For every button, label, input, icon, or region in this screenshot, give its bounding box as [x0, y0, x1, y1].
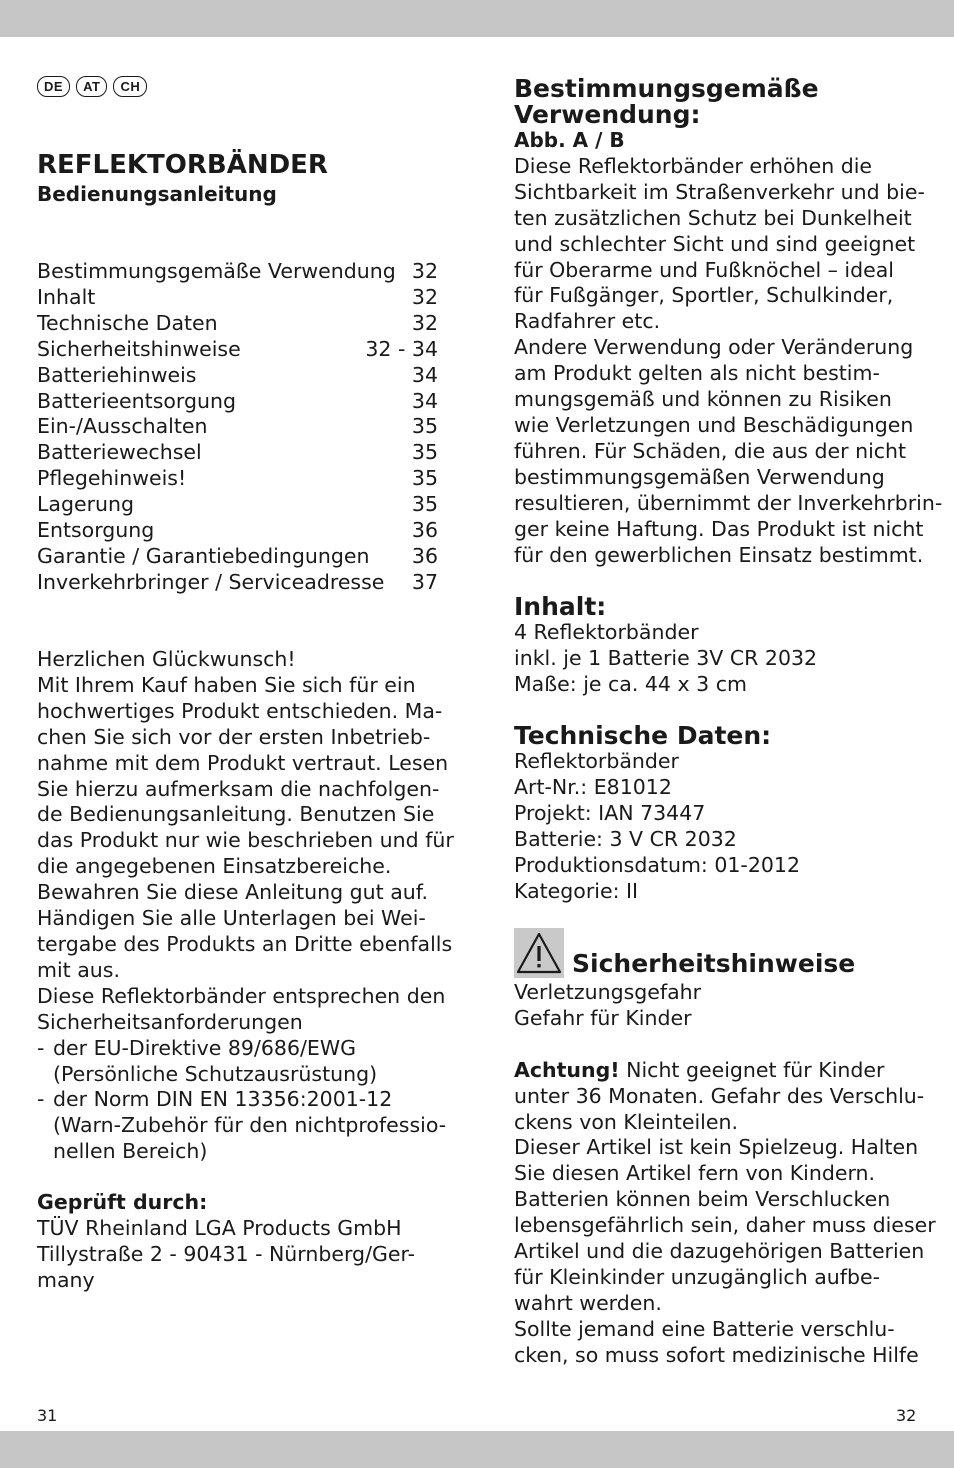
- intro-text-line: Sie hierzu aufmerksam die nachfolgen-: [37, 776, 440, 801]
- usage-text-line: wie Verletzungen und Beschädigungen: [514, 412, 914, 437]
- tested-by-line: many: [37, 1267, 95, 1292]
- toc-entry: [37, 337, 438, 363]
- tested-by-heading: Geprüft durch:: [37, 1190, 208, 1214]
- usage-text-line: für den gewerblichen Einsatz bestimmt.: [514, 542, 924, 567]
- intro-text-line: Herzlichen Glückwunsch!: [37, 647, 296, 671]
- usage-text-line: am Produkt gelten als nicht bestim-: [514, 361, 880, 386]
- toc-page: 35: [411, 440, 438, 465]
- list-item-text: nellen Bereich): [53, 1139, 208, 1164]
- toc-label: Batteriewechsel: [37, 440, 202, 465]
- usage-text-line: mungsgemäß und können zu Risiken: [514, 387, 892, 412]
- intro-text-line: tergabe des Produkts an Dritte ebenfalls: [37, 931, 453, 956]
- intro-section: [37, 647, 454, 1165]
- usage-text-line: ten zusätzlichen Schutz bei Dunkelheit: [514, 205, 912, 230]
- intro-text-line: Sicherheitsanforderungen: [37, 1009, 303, 1034]
- list-item: [37, 1113, 447, 1139]
- document-title: REFLEKTORBÄNDER: [37, 150, 328, 180]
- list-item-text: (Warn-Zubehör für den nichtprofessio-: [53, 1113, 447, 1138]
- list-dash: [37, 1139, 53, 1165]
- toc-label: Inhalt: [37, 284, 96, 309]
- usage-text-line: führen. Für Schäden, die aus der nicht: [514, 438, 907, 463]
- usage-text-line: für Oberarme und Fußknöchel – ideal: [514, 257, 895, 282]
- list-item: [37, 1139, 442, 1165]
- usage-text-line: resultieren, übernimmt der Inverkehrbrin-: [514, 490, 943, 515]
- usage-heading-line-2: Verwendung:: [514, 100, 701, 129]
- country-badges: [37, 76, 147, 97]
- attention-label: Achtung!: [514, 1057, 620, 1082]
- list-item-text: der Norm DIN EN 13356:2001-12: [53, 1087, 393, 1112]
- safety-text-line: lebensgefährlich sein, daher muss dieser: [514, 1213, 936, 1238]
- toc-label: Bestimmungsgemäße Verwendung: [37, 259, 396, 283]
- bottom-gray-band: [0, 1431, 954, 1468]
- toc-entry: [37, 440, 438, 466]
- toc-label: Batteriehinweis: [37, 362, 197, 387]
- document-subtitle: Bedienungsanleitung: [37, 182, 277, 206]
- table-of-contents: [37, 259, 438, 596]
- tech-data-section: [514, 723, 924, 904]
- tech-data-line: Projekt: IAN 73447: [514, 800, 706, 825]
- tech-data-line: Art-Nr.: E81012: [514, 774, 672, 799]
- toc-label: Inverkehrbringer / Serviceadresse: [37, 569, 385, 594]
- intro-text-line: nahme mit dem Produkt vertraut. Lesen: [37, 750, 449, 775]
- safety-heading-row: [514, 928, 924, 978]
- safety-text-line: wahrt werden.: [514, 1290, 662, 1315]
- intro-text-line: Diese Reflektorbänder entsprechen den: [37, 983, 446, 1008]
- safety-text-line: Batterien können beim Verschlucken: [514, 1187, 891, 1212]
- toc-page: 32: [411, 310, 438, 335]
- page-number-left: 31: [37, 1406, 58, 1425]
- toc-entry: [37, 389, 438, 415]
- usage-figure-ref: Abb. A / B: [514, 128, 625, 152]
- usage-text-line: Sichtbarkeit im Straßenverkehr und bie-: [514, 179, 925, 204]
- toc-label: Garantie / Garantiebedingungen: [37, 543, 370, 568]
- intro-text-line: de Bedienungsanleitung. Benutzen Sie: [37, 802, 435, 827]
- toc-label: Lagerung: [37, 492, 135, 517]
- tested-by-line: TÜV Rheinland LGA Products GmbH: [37, 1215, 402, 1240]
- usage-text-line: ger keine Haftung. Das Produkt ist nicht: [514, 516, 924, 541]
- tested-by-line: Tillystraße 2 - 90431 - Nürnberg/Ger-: [37, 1241, 415, 1266]
- toc-page: 37: [411, 569, 438, 594]
- toc-label: Pflegehinweis!: [37, 466, 187, 491]
- toc-entry: [37, 363, 438, 389]
- intro-text-line: Bewahren Sie diese Anleitung gut auf.: [37, 880, 428, 905]
- list-dash: -: [37, 1087, 45, 1112]
- usage-section: [514, 74, 943, 568]
- contents-line: Maße: je ca. 44 x 3 cm: [514, 671, 747, 696]
- tech-data-line: Batterie: 3 V CR 2032: [514, 826, 737, 851]
- tech-data-line: Kategorie: II: [514, 878, 639, 903]
- safety-text-line: Dieser Artikel ist kein Spielzeug. Halten: [514, 1135, 919, 1160]
- safety-text-line: cken, so muss sofort medizinische Hilfe: [514, 1342, 919, 1367]
- list-item: [37, 1087, 442, 1113]
- intro-text-line: hochwertiges Produkt entschieden. Ma-: [37, 698, 443, 723]
- toc-label: Batterieentsorgung: [37, 388, 236, 413]
- tech-data-line: Reflektorbänder: [514, 749, 679, 773]
- list-item: [37, 1062, 442, 1088]
- toc-entry: [37, 466, 438, 492]
- toc-entry: [37, 518, 438, 544]
- warning-triangle-icon: [514, 928, 564, 978]
- toc-page: 32 - 34: [365, 336, 438, 361]
- intro-text-line: mit aus.: [37, 957, 120, 982]
- usage-heading-line-1: Bestimmungsgemäße: [514, 74, 819, 103]
- toc-label: Sicherheitshinweise: [37, 336, 241, 361]
- list-item: [37, 1036, 442, 1062]
- safety-section: [514, 928, 936, 1369]
- safety-text-line: ckens von Kleinteilen.: [514, 1109, 738, 1134]
- contents-line: 4 Reflektorbänder: [514, 620, 699, 644]
- toc-entry: [37, 570, 438, 596]
- toc-page: 36: [411, 518, 438, 543]
- toc-label: Ein-/Ausschalten: [37, 414, 208, 439]
- safety-text-line: Artikel und die dazugehörigen Batterien: [514, 1239, 925, 1264]
- intro-text-line: Händigen Sie alle Unterlagen bei Wei-: [37, 906, 426, 931]
- safety-hazard-line: Gefahr für Kinder: [514, 1005, 692, 1030]
- spacer: [514, 1032, 924, 1058]
- safety-text-line: Sollte jemand eine Batterie verschlu-: [514, 1316, 895, 1341]
- tech-data-line: Produktionsdatum: 01-2012: [514, 852, 800, 877]
- safety-text-line: für Kleinkinder unzugänglich aufbe-: [514, 1264, 881, 1289]
- usage-text-line: für Fußgänger, Sportler, Schulkinder,: [514, 283, 894, 308]
- tech-data-heading: Technische Daten:: [514, 721, 772, 750]
- contents-line: inkl. je 1 Batterie 3V CR 2032: [514, 645, 818, 670]
- safety-text-line: Sie diesen Artikel fern von Kindern.: [514, 1161, 876, 1186]
- intro-text-line: chen Sie sich vor der ersten Inbetrieb-: [37, 724, 431, 749]
- toc-entry: [37, 285, 438, 311]
- toc-page: 34: [411, 388, 438, 413]
- usage-text-line: Andere Verwendung oder Veränderung: [514, 335, 914, 360]
- toc-page: 32: [411, 284, 438, 309]
- toc-entry: [37, 544, 438, 570]
- toc-page: 34: [411, 362, 438, 387]
- intro-text-line: die angegebenen Einsatzbereiche.: [37, 854, 392, 879]
- usage-text-line: Diese Reflektorbänder erhöhen die: [514, 153, 873, 178]
- top-gray-band: [0, 0, 954, 37]
- attention-line: [514, 1058, 924, 1084]
- contents-section: [514, 594, 924, 698]
- toc-page: 35: [411, 492, 438, 517]
- list-dash: [37, 1113, 53, 1139]
- contents-heading: Inhalt:: [514, 592, 607, 621]
- toc-entry: [37, 311, 438, 337]
- list-dash: -: [37, 1035, 45, 1060]
- usage-text-line: und schlechter Sicht und sind geeignet: [514, 231, 916, 256]
- toc-entry: [37, 492, 438, 518]
- list-item-text: der EU-Direktive 89/686/EWG: [53, 1035, 356, 1060]
- attention-text: Nicht geeignet für Kinder: [619, 1057, 885, 1082]
- toc-page: 35: [411, 414, 438, 439]
- toc-label: Entsorgung: [37, 518, 155, 543]
- usage-text-line: Radfahrer etc.: [514, 309, 661, 334]
- toc-page: 36: [411, 543, 438, 568]
- toc-entry: [37, 414, 438, 440]
- tested-by-section: [37, 1190, 442, 1294]
- intro-text-line: Mit Ihrem Kauf haben Sie sich für ein: [37, 672, 416, 697]
- toc-page: 32: [411, 259, 438, 283]
- list-dash: [37, 1062, 53, 1088]
- toc-label: Technische Daten: [37, 310, 218, 335]
- country-badge-ch: CH: [113, 76, 147, 97]
- usage-text-line: bestimmungsgemäßen Verwendung: [514, 464, 885, 489]
- safety-text-line: unter 36 Monaten. Gefahr des Verschlu-: [514, 1083, 925, 1108]
- toc-entry: [37, 259, 438, 285]
- intro-text-line: das Produkt nur wie beschrieben und für: [37, 828, 454, 853]
- list-item-text: (Persönliche Schutzausrüstung): [53, 1061, 378, 1086]
- country-badge-de: DE: [37, 76, 70, 97]
- safety-hazard-line: Verletzungsgefahr: [514, 980, 702, 1004]
- country-badge-at: AT: [76, 76, 107, 97]
- safety-heading: Sicherheitshinweise: [572, 949, 856, 978]
- page-number-right: 32: [896, 1406, 917, 1425]
- toc-page: 35: [411, 466, 438, 491]
